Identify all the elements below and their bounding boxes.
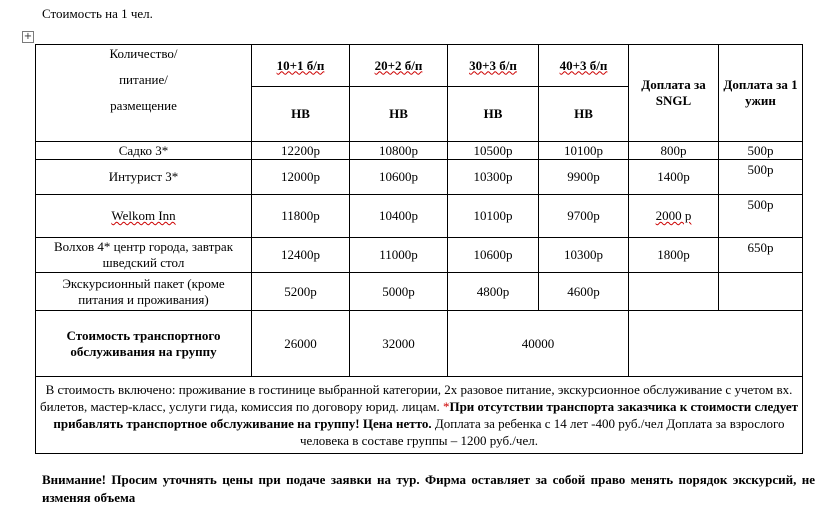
table-move-handle-icon[interactable]: + [23, 31, 33, 42]
price-cell: 10300р [448, 160, 539, 195]
header-group-1: 10+1 б/п [252, 45, 350, 87]
price-cell: 10600р [448, 238, 539, 273]
price-cell: 12200р [252, 142, 350, 160]
note-row [36, 377, 803, 454]
empty-cell [629, 311, 803, 377]
price-cell: 10800р [350, 142, 448, 160]
price-cell: 11800р [252, 195, 350, 238]
table-row [36, 160, 803, 195]
price-cell: 10400р [350, 195, 448, 238]
sngl-cell: 1400р [629, 160, 719, 195]
subheader-4: НВ [539, 87, 629, 142]
dinner-cell: 650р [719, 238, 803, 273]
hotel-name: Интурист 3* [36, 160, 252, 195]
dinner-cell: 500р [719, 160, 803, 195]
price-table [35, 44, 803, 454]
header-line-quantity: Количество/ [109, 46, 178, 61]
price-cell: 4600р [539, 273, 629, 311]
header-line-accommodation: размещение [110, 98, 177, 113]
price-cell: 9700р [539, 195, 629, 238]
price-cell: 11000р [350, 238, 448, 273]
price-cell: 5000р [350, 273, 448, 311]
header-first-col [36, 45, 252, 142]
price-cell: 12400р [252, 238, 350, 273]
sngl-cell: 800р [629, 142, 719, 160]
excursion-row [36, 273, 803, 311]
subheader-1: НВ [252, 87, 350, 142]
header-dinner: Доплата за 1 ужин [719, 45, 803, 142]
subheader-3: НВ [448, 87, 539, 142]
price-cell: 40000 [448, 311, 629, 377]
included-note: В стоимость включено: проживание в гостинице выбранной категории, 2х разовое питание, экскурсионное обслуживание с учетом вх. билетов, мастер-класс, услуги гида, комиссия по договору юрид. лицам. *При отсутствии транспорта заказчика к стоимости следует прибавлять транспортное обслуживание на группу! Цена нетто. Доплата за ребенка с 14 лет -400 руб./чел Доплата за взрослого человека в составе группы – 1200 руб./чел. [36, 377, 803, 454]
hotel-name: Welkom Inn [36, 195, 252, 238]
header-sngl: Доплата за SNGL [629, 45, 719, 142]
header-group-2: 20+2 б/п [350, 45, 448, 87]
hotel-name: Садко 3* [36, 142, 252, 160]
sngl-cell: 1800р [629, 238, 719, 273]
price-cell: 9900р [539, 160, 629, 195]
table-header-row [36, 45, 803, 87]
warning-note: Внимание! Просим уточнять цены при подаче заявки на тур. Фирма оставляет за собой право менять порядок экскурсий, не изменяя объема [42, 472, 815, 505]
dinner-cell: 500р [719, 195, 803, 238]
price-cell: 10500р [448, 142, 539, 160]
price-cell: 10300р [539, 238, 629, 273]
price-cell: 10100р [448, 195, 539, 238]
table-row [36, 195, 803, 238]
table-row [36, 238, 803, 273]
page-heading: Стоимость на 1 чел. [42, 6, 153, 21]
price-cell: 32000 [350, 311, 448, 377]
price-cell: 10100р [539, 142, 629, 160]
header-group-4: 40+3 б/п [539, 45, 629, 87]
dinner-cell: 500р [719, 142, 803, 160]
excursion-name: Экскурсионный пакет (кроме питания и проживания) [36, 273, 252, 311]
empty-cell [629, 273, 719, 311]
transport-name: Стоимость транспортного обслуживания на группу [36, 311, 252, 377]
header-line-meals: питание/ [119, 72, 168, 87]
price-cell: 26000 [252, 311, 350, 377]
header-group-3: 30+3 б/п [448, 45, 539, 87]
transport-row [36, 311, 803, 377]
table-row [36, 142, 803, 160]
hotel-name: Волхов 4* центр города, завтрак шведский стол [36, 238, 252, 273]
price-cell: 10600р [350, 160, 448, 195]
sngl-cell: 2000 р [629, 195, 719, 238]
price-cell: 12000р [252, 160, 350, 195]
price-cell: 5200р [252, 273, 350, 311]
price-cell: 4800р [448, 273, 539, 311]
empty-cell [719, 273, 803, 311]
subheader-2: НВ [350, 87, 448, 142]
